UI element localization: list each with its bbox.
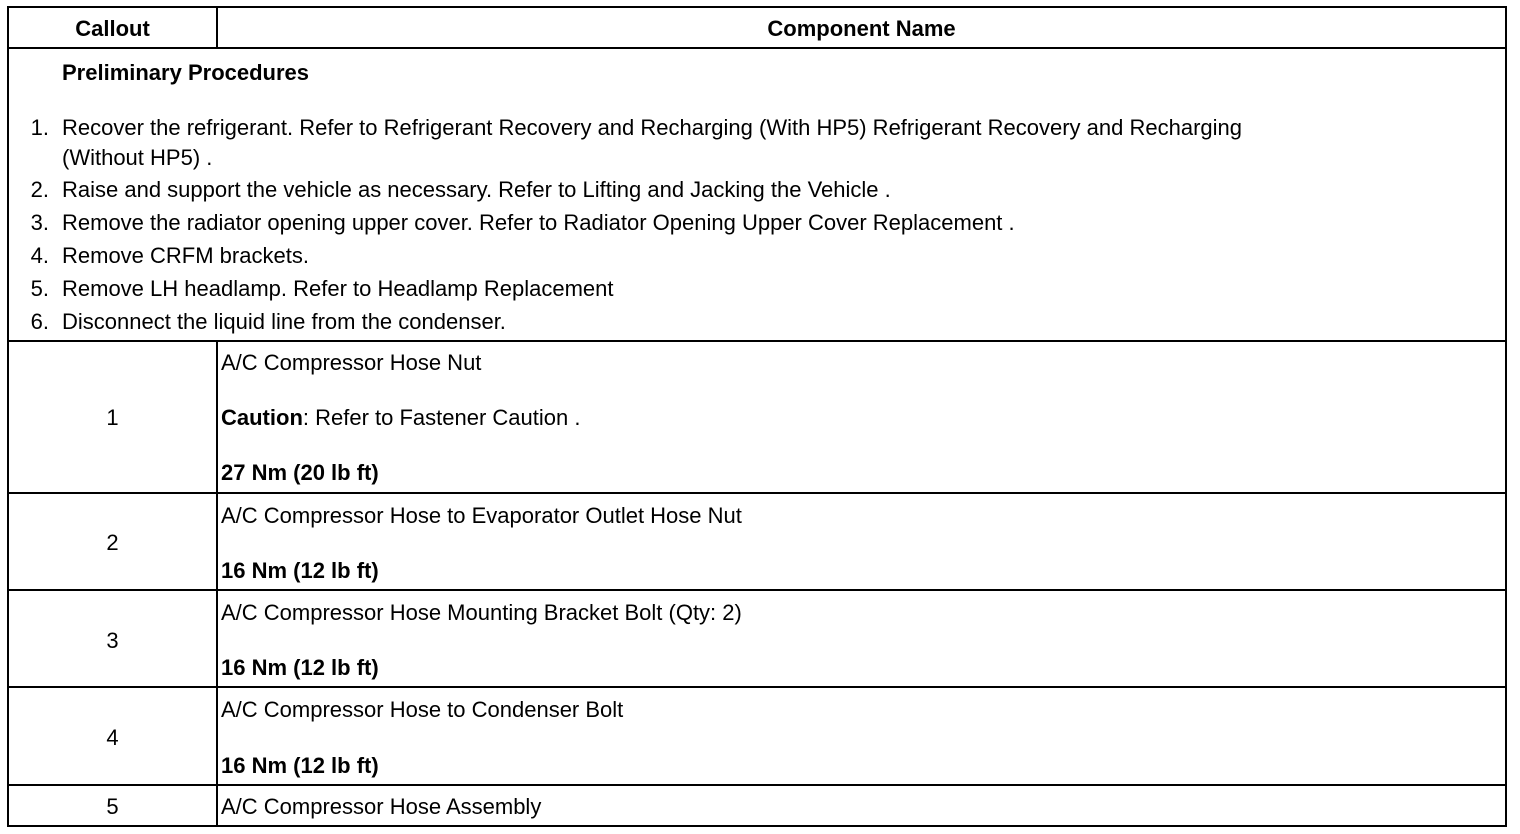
step-number: 5. <box>30 276 49 301</box>
callout-number: 5 <box>106 794 119 819</box>
callout-number: 2 <box>106 530 119 555</box>
header-divider <box>9 47 1505 49</box>
component-table <box>7 6 1507 827</box>
callout-number: 3 <box>106 628 119 653</box>
header-callout: Callout <box>75 16 150 41</box>
callout-number: 1 <box>106 405 119 430</box>
row-1-divider <box>9 492 1505 494</box>
row-3-divider <box>9 686 1505 688</box>
step-text: Raise and support the vehicle as necessary. Refer to Lifting and Jacking the Vehicle . <box>62 177 891 202</box>
callout-number: 4 <box>106 725 119 750</box>
step-text: Recover the refrigerant. Refer to Refrigerant Recovery and Recharging (With HP5) Refrigerant Recovery and Recharging <box>62 115 1242 140</box>
caution-label: Caution <box>221 405 303 430</box>
component-name: A/C Compressor Hose to Evaporator Outlet Hose Nut <box>221 503 742 528</box>
step-number: 4. <box>30 243 49 268</box>
component-name: A/C Compressor Hose Nut <box>221 350 482 375</box>
caution-text: : Refer to Fastener Caution . <box>302 405 581 430</box>
component-name: A/C Compressor Hose Mounting Bracket Bolt (Qty: 2) <box>221 600 742 625</box>
step-text: Remove CRFM brackets. <box>62 243 309 268</box>
component-name: A/C Compressor Hose Assembly <box>221 794 542 819</box>
step-text-continued: (Without HP5) . <box>62 145 213 170</box>
step-text: Remove LH headlamp. Refer to Headlamp Replacement <box>62 276 614 301</box>
step-number: 6. <box>30 309 49 334</box>
header-component-name: Component Name <box>767 16 956 41</box>
row-4-divider <box>9 784 1505 786</box>
torque-spec: 27 Nm (20 lb ft) <box>221 460 379 485</box>
step-text: Disconnect the liquid line from the condenser. <box>62 309 506 334</box>
preliminary-title: Preliminary Procedures <box>62 60 310 85</box>
body-column-divider <box>216 340 218 825</box>
torque-spec: 16 Nm (12 lb ft) <box>221 655 379 680</box>
preliminary-divider <box>9 340 1505 342</box>
step-number: 2. <box>30 177 49 202</box>
torque-spec: 16 Nm (12 lb ft) <box>221 558 379 583</box>
step-number: 1. <box>30 115 49 140</box>
component-name: A/C Compressor Hose to Condenser Bolt <box>221 697 624 722</box>
row-2-divider <box>9 589 1505 591</box>
torque-spec: 16 Nm (12 lb ft) <box>221 753 379 778</box>
caution-note <box>221 405 580 431</box>
step-text: Remove the radiator opening upper cover. Refer to Radiator Opening Upper Cover Replacement . <box>62 210 1015 235</box>
step-number: 3. <box>30 210 49 235</box>
